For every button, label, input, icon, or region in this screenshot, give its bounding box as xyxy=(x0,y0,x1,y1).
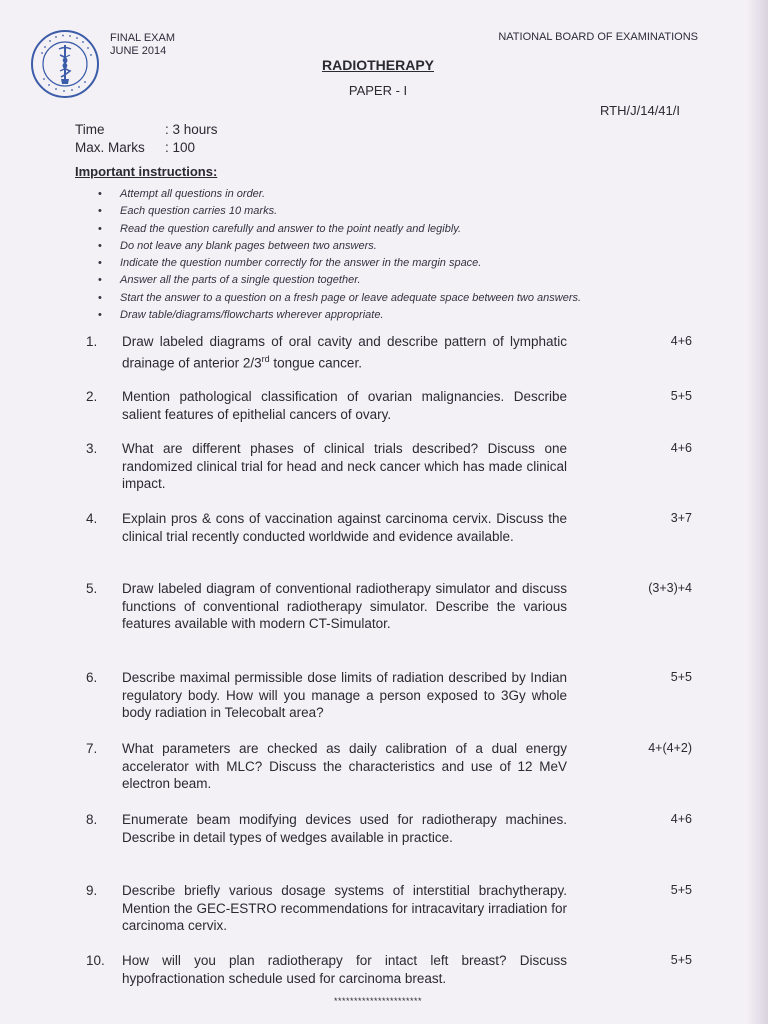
question-marks: 4+6 xyxy=(670,812,692,826)
paper-code: RTH/J/14/41/I xyxy=(600,103,680,118)
max-marks-value: : 100 xyxy=(165,140,196,155)
question-marks: 4+6 xyxy=(670,334,692,348)
instructions-heading: Important instructions: xyxy=(75,164,218,179)
question-text: Explain pros & cons of vaccination against carcinoma cervix. Discuss the clinical trial recently conducted worldwide and evidence available. xyxy=(122,511,567,544)
exam-session xyxy=(110,32,175,58)
question-number: 3. xyxy=(86,441,98,456)
question-text: Mention pathological classification of ovarian malignancies. Describe salient features of epithelial cancers of ovary. xyxy=(122,389,567,422)
question-marks: 4+(4+2) xyxy=(648,741,692,755)
question-text: Draw labeled diagrams of oral cavity and describe pattern of lymphatic drainage of anterior 2/3rd tongue cancer. xyxy=(122,334,567,370)
question-marks: 5+5 xyxy=(670,389,692,403)
instruction-item: • Attempt all questions in order. xyxy=(98,186,581,203)
instruction-item: • Do not leave any blank pages between two answers. xyxy=(98,238,581,255)
time-value: : 3 hours xyxy=(165,122,218,137)
question-text: Enumerate beam modifying devices used for radiotherapy machines. Describe in detail types of wedges available in practice. xyxy=(122,812,567,845)
question-number: 2. xyxy=(86,389,98,404)
instruction-item: • Draw table/diagrams/flowcharts wherever appropriate. xyxy=(98,307,581,324)
instruction-item: • Answer all the parts of a single question together. xyxy=(98,272,581,289)
exam-meta xyxy=(75,121,218,157)
instruction-item: • Start the answer to a question on a fresh page or leave adequate space between two answers. xyxy=(98,290,581,307)
page-edge-shadow xyxy=(746,0,768,1024)
question-marks: 5+5 xyxy=(670,953,692,967)
question-marks: 5+5 xyxy=(670,883,692,897)
question-marks: (3+3)+4 xyxy=(648,581,692,595)
question-number: 6. xyxy=(86,670,98,685)
exam-type: FINAL EXAM xyxy=(110,32,175,44)
question-number: 9. xyxy=(86,883,98,898)
question-text: Describe briefly various dosage systems of interstitial brachytherapy. Mention the GEC-ESTRO recommendations for intracavitary irradiation for carcinoma cervix. xyxy=(122,883,567,933)
instructions-list xyxy=(98,186,581,324)
question-text: What parameters are checked as daily calibration of a dual energy accelerator with MLC? Discuss the characteristics and use of 12 MeV electron beam. xyxy=(122,741,567,791)
subject-title: RADIOTHERAPY xyxy=(321,57,434,73)
max-marks-label: Max. Marks xyxy=(75,140,145,155)
question-text: Draw labeled diagram of conventional radiotherapy simulator and discuss functions of conventional radiotherapy simulator. Describe the various features available with modern CT-Simulator. xyxy=(122,581,567,631)
question-marks: 4+6 xyxy=(670,441,692,455)
time-label: Time xyxy=(75,122,105,137)
question-number: 1. xyxy=(86,334,98,349)
time-row xyxy=(75,121,218,139)
question-number: 8. xyxy=(86,812,98,827)
question-marks: 5+5 xyxy=(670,670,692,684)
instruction-item: • Each question carries 10 marks. xyxy=(98,203,581,220)
instruction-item: • Read the question carefully and answer to the point neatly and legibly. xyxy=(98,221,581,238)
paper-number: PAPER - I xyxy=(348,83,408,98)
question-marks: 3+7 xyxy=(670,511,692,525)
max-marks-row xyxy=(75,139,218,157)
question-number: 4. xyxy=(86,511,98,526)
question-number: 5. xyxy=(86,581,98,596)
question-text: What are different phases of clinical trials described? Discuss one randomized clinical trial for head and neck cancer which has made clinical impact. xyxy=(122,441,567,491)
board-name: NATIONAL BOARD OF EXAMINATIONS xyxy=(498,31,698,43)
end-of-paper-stars: ********************** xyxy=(333,996,423,1006)
question-text: How will you plan radiotherapy for intact left breast? Discuss hypofractionation schedule used for carcinoma breast. xyxy=(122,953,567,986)
question-number: 7. xyxy=(86,741,98,756)
question-number: 10. xyxy=(86,953,105,968)
instruction-item: • Indicate the question number correctly for the answer in the margin space. xyxy=(98,255,581,272)
exam-date: JUNE 2014 xyxy=(110,45,167,57)
question-text: Describe maximal permissible dose limits of radiation described by Indian regulatory body. How will you manage a person exposed to 3Gy whole body radiation in Telecobalt area? xyxy=(122,670,567,720)
